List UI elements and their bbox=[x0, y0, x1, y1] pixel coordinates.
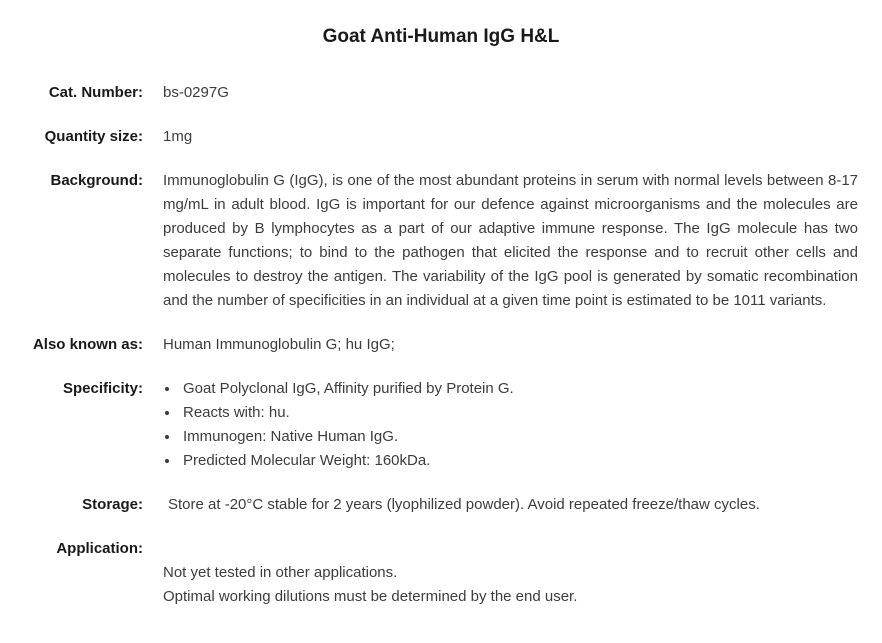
page-title: Goat Anti-Human IgG H&L bbox=[322, 26, 560, 47]
application-line: Not yet tested in other applications. bbox=[163, 564, 398, 581]
specificity-item: • Reacts with: hu. bbox=[180, 401, 858, 425]
row-also-known-as bbox=[0, 333, 882, 357]
field-rows bbox=[0, 81, 882, 609]
row-application bbox=[0, 537, 882, 609]
application-label: Application: bbox=[56, 540, 143, 557]
specificity-bullet-list bbox=[163, 377, 858, 473]
specificity-value bbox=[163, 377, 882, 473]
also-known-as-value: Human Immunoglobulin G; hu IgG; bbox=[163, 336, 395, 353]
row-storage bbox=[0, 493, 882, 517]
application-line: Optimal working dilutions must be determined by the end user. bbox=[163, 588, 578, 605]
cat-number-value: bs-0297G bbox=[163, 84, 229, 101]
storage-value: Store at -20°C stable for 2 years (lyophilized powder). Avoid repeated freeze/thaw cycles. bbox=[168, 496, 760, 513]
quantity-size-value: 1mg bbox=[163, 128, 193, 145]
application-value bbox=[163, 537, 882, 609]
background-label: Background: bbox=[50, 172, 143, 189]
cat-number-label: Cat. Number: bbox=[48, 84, 143, 101]
row-quantity-size bbox=[0, 125, 882, 149]
specificity-item: • Immunogen: Native Human IgG. bbox=[180, 425, 858, 449]
specificity-item: • Predicted Molecular Weight: 160kDa. bbox=[180, 449, 858, 473]
row-background bbox=[0, 169, 882, 313]
specificity-label: Specificity: bbox=[62, 380, 143, 397]
quantity-size-label: Quantity size: bbox=[44, 128, 143, 145]
application-lines bbox=[163, 561, 858, 609]
specificity-item: • Goat Polyclonal IgG, Affinity purified by Protein G. bbox=[180, 377, 858, 401]
row-specificity bbox=[0, 377, 882, 473]
row-cat-number bbox=[0, 81, 882, 105]
also-known-as-label: Also known as: bbox=[32, 336, 143, 353]
background-value: Immunoglobulin G (IgG), is one of the most abundant proteins in serum with normal levels between 8-17 mg/mL in adult blood. IgG is important for our defence against microorganisms and the molecules are produced by B lymphocytes as a part of our adaptive immune response. The IgG molecule has two separate functions; to bind to the pathogen that elicited the response and to recruit other cells and molecules to destroy the antigen. The variability of the IgG pool is generated by somatic recombination and the number of specificities in an individual at a given time point is estimated to be 1011 variants. bbox=[163, 172, 858, 309]
storage-label: Storage: bbox=[82, 496, 143, 513]
